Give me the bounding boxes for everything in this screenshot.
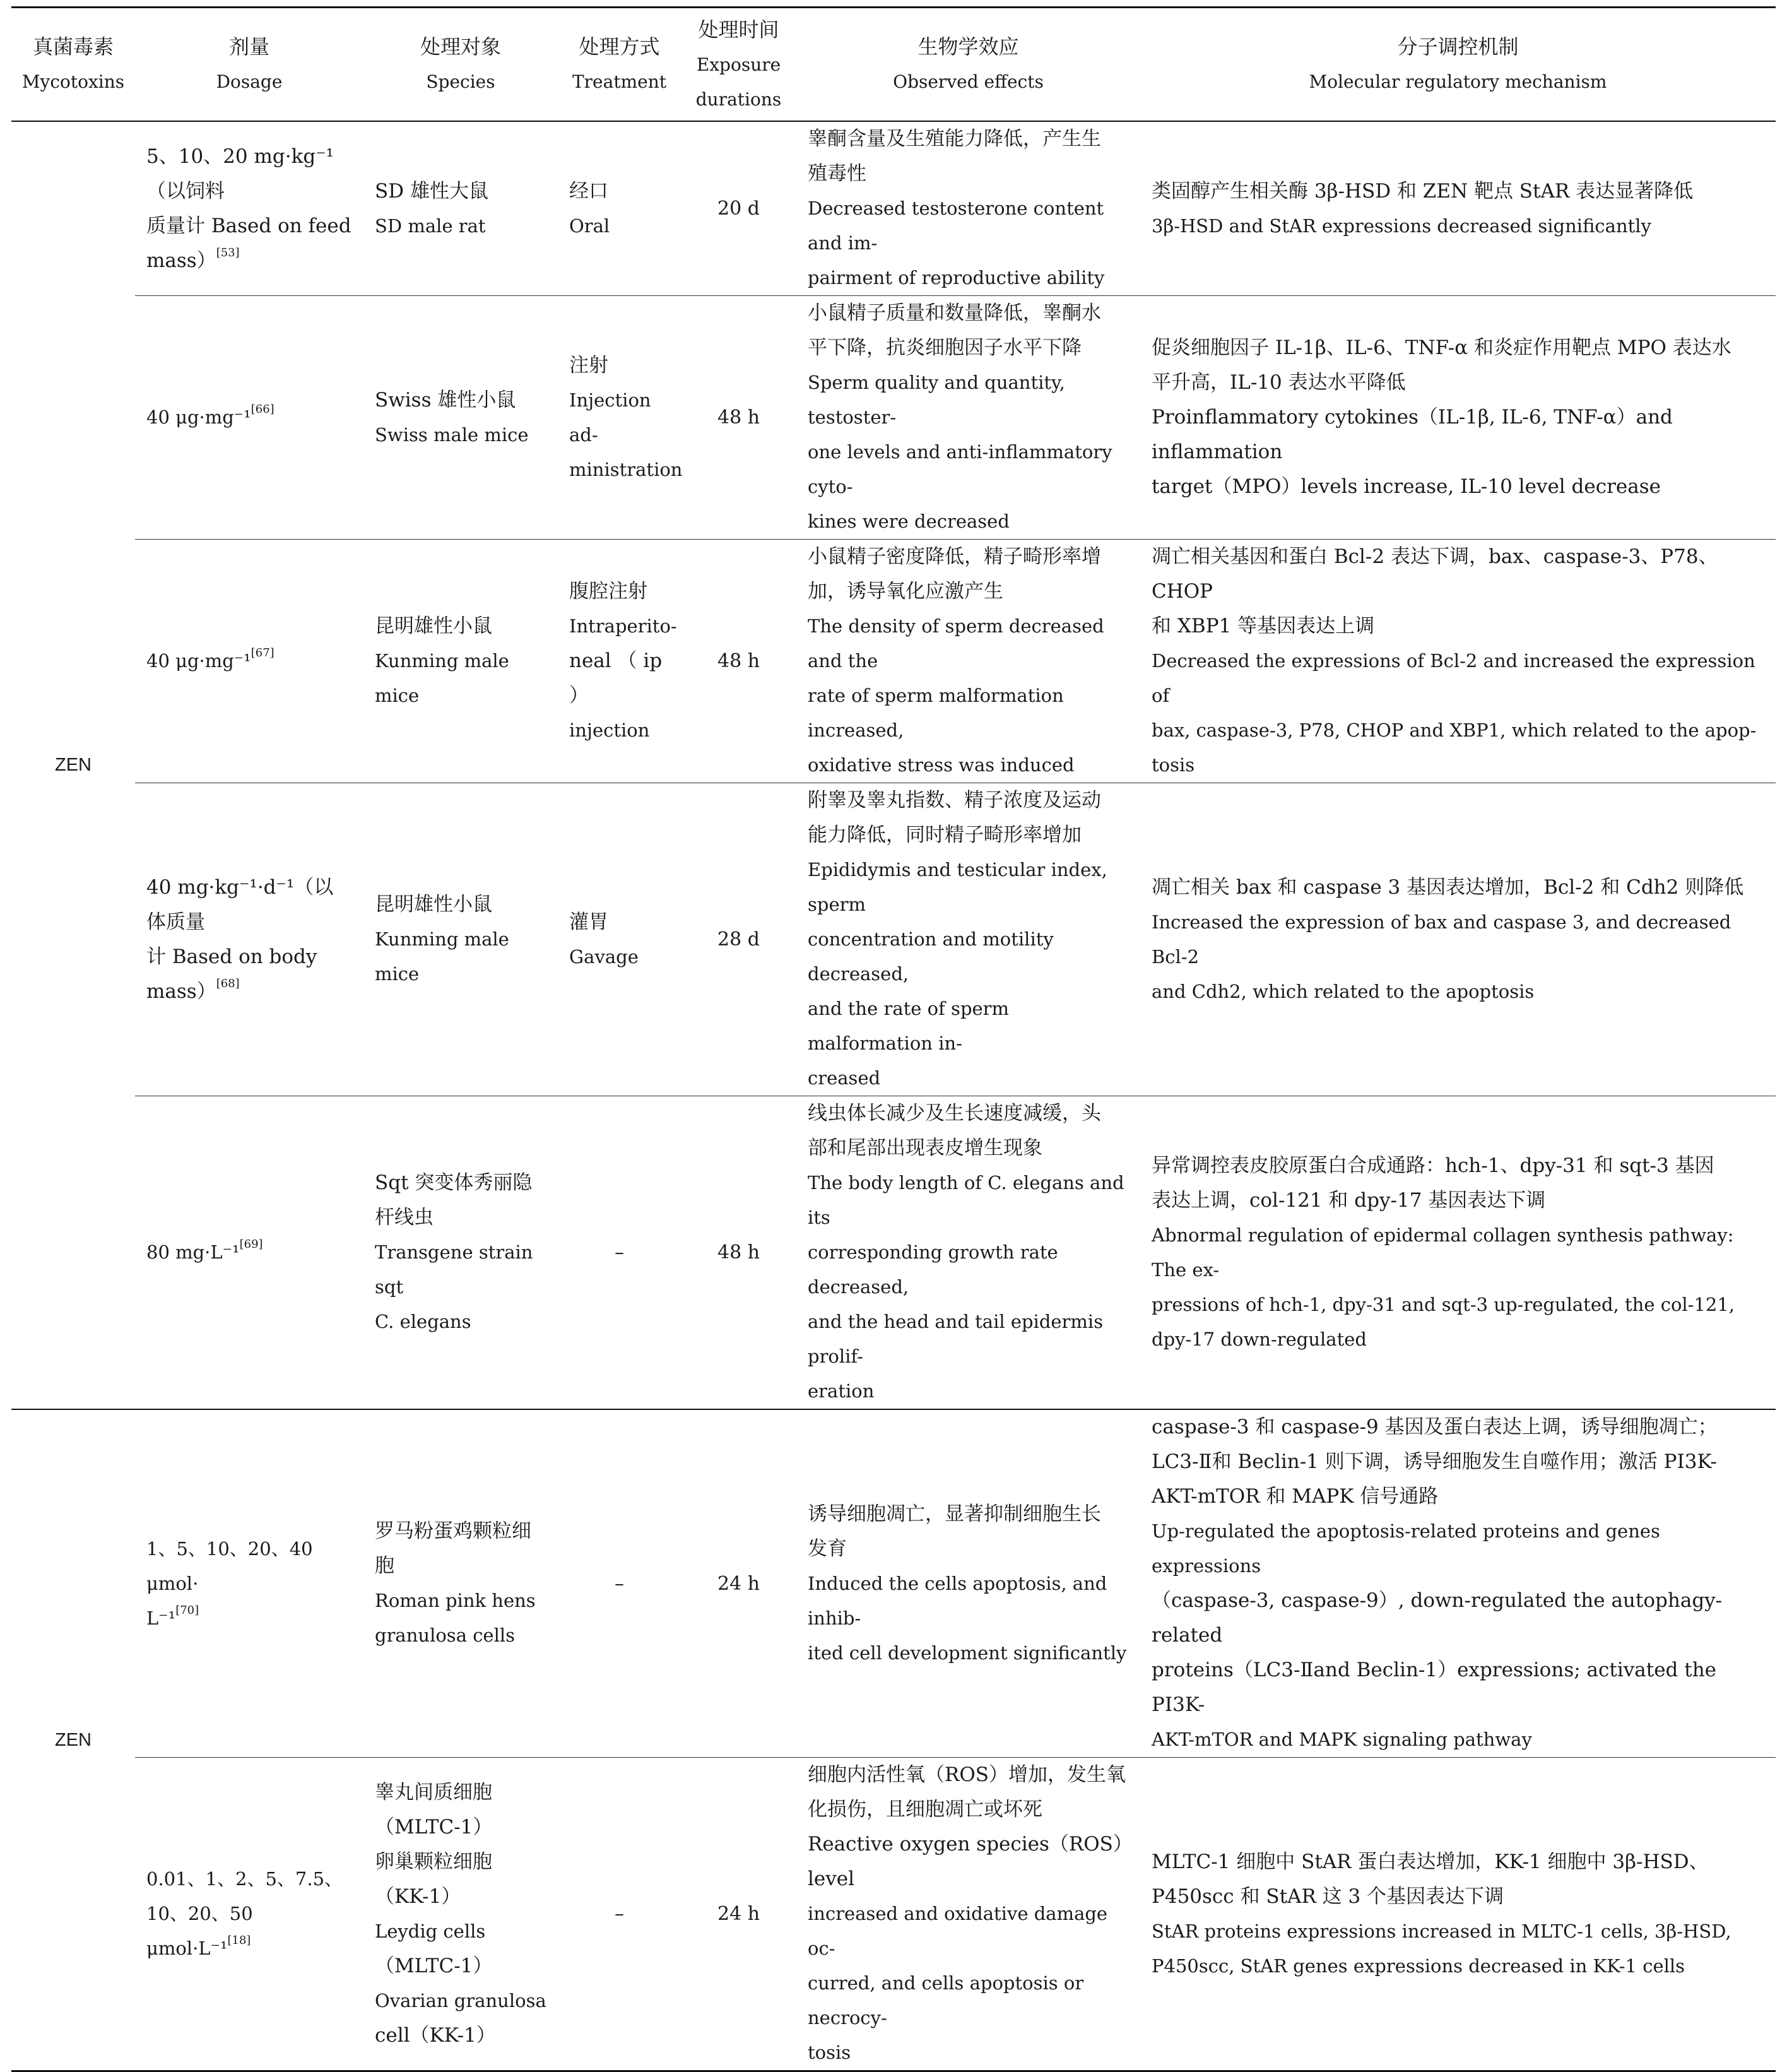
effects-line: 细胞内活性氧（ROS）增加，发生氧 bbox=[808, 1763, 1126, 1786]
mechanism-line: 异常调控表皮胶原蛋白合成通路：hch-1、dpy-31 和 sqt-3 基因 bbox=[1152, 1154, 1714, 1177]
reference-marker: [18] bbox=[227, 1934, 251, 1947]
dosage-line bbox=[146, 1601, 352, 1636]
duration-value: 48 h bbox=[717, 650, 760, 672]
mechanism-line: StAR proteins expressions increased in MLTC-1 cells, 3β-HSD, bbox=[1152, 1920, 1731, 1942]
mechanism-line: 凋亡相关基因和蛋白 Bcl-2 表达下调，bax、caspase-3、P78、CHOP bbox=[1152, 545, 1718, 603]
effects-line: 小鼠精子密度降低，精子畸形率增 bbox=[808, 545, 1101, 568]
species-line: 罗马粉蛋鸡颗粒细 bbox=[375, 1520, 531, 1542]
species-line: Swiss 雄性小鼠 bbox=[375, 388, 516, 411]
dosage-cell bbox=[135, 783, 363, 1096]
effects-line: eration bbox=[808, 1380, 875, 1402]
species-cell bbox=[363, 783, 558, 1096]
dosage-line bbox=[146, 1235, 352, 1270]
table-row bbox=[11, 121, 1776, 296]
effects-line: 小鼠精子质量和数量降低，睾酮水 bbox=[808, 302, 1101, 324]
header-mycotoxins: 真菌毒素 Mycotoxins bbox=[11, 8, 135, 122]
header-row bbox=[11, 8, 1776, 122]
treatment-line: 腹腔注射 bbox=[569, 580, 647, 603]
mechanism-line: P450scc 和 StAR 这 3 个基因表达下调 bbox=[1152, 1885, 1504, 1908]
effects-cell bbox=[796, 1096, 1140, 1410]
species-line: Kunming male mice bbox=[375, 928, 509, 985]
mechanism-line: 类固醇产生相关酶 3β-HSD 和 ZEN 靶点 StAR 表达显著降低 bbox=[1152, 179, 1694, 203]
effects-line: Sperm quality and quantity, testoster- bbox=[808, 372, 1065, 428]
dosage-cell bbox=[135, 1409, 363, 1758]
mechanism-line: 和 XBP1 等基因表达上调 bbox=[1152, 615, 1375, 637]
species-cell bbox=[363, 1758, 558, 2071]
effects-line: 睾酮含量及生殖能力降低，产生生 bbox=[808, 127, 1101, 150]
duration-cell bbox=[681, 1409, 796, 1758]
mechanism-cell bbox=[1140, 1409, 1776, 1758]
mechanism-line: dpy-17 down-regulated bbox=[1152, 1328, 1367, 1350]
dosage-cell bbox=[135, 1758, 363, 2071]
mechanism-line: 平升高，IL-10 表达水平降低 bbox=[1152, 371, 1406, 394]
mechanism-cell bbox=[1140, 121, 1776, 296]
species-line: SD 雄性大鼠 bbox=[375, 179, 488, 203]
dosage-line: 1、5、10、20、40 μmol· bbox=[146, 1537, 313, 1594]
dosage-text: 40 μg·mg⁻¹ bbox=[146, 650, 251, 672]
effects-line: creased bbox=[808, 1067, 881, 1089]
treatment-line: Intraperito- bbox=[569, 615, 677, 637]
dosage-cell bbox=[135, 121, 363, 296]
effects-line: curred, and cells apoptosis or necrocy- bbox=[808, 1972, 1084, 2028]
effects-line: oxidative stress was induced bbox=[808, 754, 1075, 776]
table-row bbox=[11, 1096, 1776, 1410]
header-effects: 生物学效应 Observed effects bbox=[796, 8, 1140, 122]
header-dosage: 剂量 Dosage bbox=[135, 8, 363, 122]
effects-line: 平下降，抗炎细胞因子水平下降 bbox=[808, 336, 1082, 359]
effects-line: 线虫体长减少及生长速度减缓，头 bbox=[808, 1102, 1101, 1125]
mechanism-line: bax, caspase-3, P78, CHOP and XBP1, which related to the apop- bbox=[1152, 719, 1757, 741]
treatment-line: 经口 bbox=[569, 179, 608, 203]
reference-marker: [70] bbox=[175, 1603, 199, 1617]
species-line: Swiss male mice bbox=[375, 423, 529, 446]
mechanism-line: Decreased the expressions of Bcl-2 and increased the expression of bbox=[1152, 650, 1755, 706]
effects-cell bbox=[796, 121, 1140, 296]
effects-line: corresponding growth rate decreased, bbox=[808, 1241, 1058, 1298]
mechanism-cell bbox=[1140, 540, 1776, 783]
treatment-line: ministration bbox=[569, 458, 683, 480]
effects-line: concentration and motility decreased, bbox=[808, 928, 1054, 985]
effects-line: tosis bbox=[808, 2042, 851, 2063]
treatment-cell bbox=[558, 296, 681, 540]
effects-cell bbox=[796, 783, 1140, 1096]
dosage-line: 0.01、1、2、5、7.5、10、20、50 bbox=[146, 1868, 343, 1924]
duration-cell bbox=[681, 783, 796, 1096]
dosage-text: L⁻¹ bbox=[146, 1607, 176, 1629]
header-mechanism: 分子调控机制 Molecular regulatory mechanism bbox=[1140, 8, 1776, 122]
treatment-line: neal （ ip ） bbox=[569, 649, 663, 707]
treatment-line: Gavage bbox=[569, 945, 639, 968]
species-line: 卵巢颗粒细胞 bbox=[375, 1850, 492, 1873]
mechanism-line: P450scc, StAR genes expressions decreased in KK-1 cells bbox=[1152, 1955, 1685, 1977]
dosage-text: 40 μg·mg⁻¹ bbox=[146, 406, 251, 428]
duration-value: 24 h bbox=[717, 1572, 760, 1595]
duration-cell bbox=[681, 540, 796, 783]
dosage-line: 40 mg·kg⁻¹·d⁻¹（以体质量 bbox=[146, 875, 334, 933]
reference-marker: [66] bbox=[251, 403, 274, 416]
mechanism-line: Proinflammatory cytokines（IL-1β, IL-6, TNF-α）and inflammation bbox=[1152, 406, 1673, 463]
dosage-text: 计 Based on body mass） bbox=[146, 945, 317, 1003]
mechanism-line: 凋亡相关 bax 和 caspase 3 基因表达增加，Bcl-2 和 Cdh2 则降低 bbox=[1152, 875, 1744, 899]
mechanism-line: AKT-mTOR and MAPK signaling pathway bbox=[1152, 1729, 1532, 1750]
species-line: Leydig cells bbox=[375, 1920, 486, 1942]
header-species: 处理对象 Species bbox=[363, 8, 558, 122]
treatment-cell bbox=[558, 1758, 681, 2071]
effects-line: 化损伤，且细胞凋亡或坏死 bbox=[808, 1798, 1042, 1821]
species-line: 昆明雄性小鼠 bbox=[375, 893, 492, 916]
effects-line: Epididymis and testicular index, sperm bbox=[808, 859, 1107, 915]
effects-line: increased and oxidative damage oc- bbox=[808, 1903, 1108, 1959]
species-line: cell（KK-1） bbox=[375, 2023, 496, 2047]
species-line: （MLTC-1） bbox=[375, 1815, 493, 1838]
treatment-value: – bbox=[615, 1241, 624, 1264]
dosage-text: 80 mg·L⁻¹ bbox=[146, 1241, 240, 1263]
treatment-line: Oral bbox=[569, 215, 610, 237]
mechanism-line: Up-regulated the apoptosis-related proteins and genes expressions bbox=[1152, 1520, 1660, 1577]
treatment-cell bbox=[558, 783, 681, 1096]
mechanism-line: MLTC-1 细胞中 StAR 蛋白表达增加，KK-1 细胞中 3β-HSD、 bbox=[1152, 1850, 1709, 1873]
effects-line: Reactive oxygen species（ROS）level bbox=[808, 1833, 1123, 1890]
species-line: granulosa cells bbox=[375, 1625, 516, 1646]
dosage-line bbox=[146, 644, 352, 678]
species-line: Ovarian granulosa bbox=[375, 1989, 546, 2011]
effects-cell bbox=[796, 1758, 1140, 2071]
header-treatment: 处理方式 Treatment bbox=[558, 8, 681, 122]
species-line: C. elegans bbox=[375, 1311, 471, 1332]
duration-cell bbox=[681, 1758, 796, 2071]
dosage-line bbox=[146, 244, 352, 278]
effects-line: one levels and anti-inflammatory cyto- bbox=[808, 441, 1112, 497]
reference-marker: [69] bbox=[239, 1238, 263, 1251]
species-line: 昆明雄性小鼠 bbox=[375, 615, 492, 637]
mechanism-line: 表达上调，col-121 和 dpy-17 基因表达下调 bbox=[1152, 1188, 1546, 1212]
effects-line: rate of sperm malformation increased, bbox=[808, 685, 1064, 741]
treatment-line: 灌胃 bbox=[569, 910, 608, 933]
mechanism-line: proteins（LC3-Ⅱand Beclin-1）expressions; activated the PI3K- bbox=[1152, 1659, 1717, 1716]
duration-cell bbox=[681, 121, 796, 296]
mycotoxin-cell: ZEN bbox=[55, 755, 91, 775]
duration-value: 48 h bbox=[717, 406, 760, 429]
effects-line: and the head and tail epidermis prolif- bbox=[808, 1311, 1104, 1367]
species-line: 胞 bbox=[375, 1554, 394, 1577]
treatment-cell bbox=[558, 1409, 681, 1758]
mechanism-line: 3β-HSD and StAR expressions decreased significantly bbox=[1152, 215, 1651, 237]
effects-line: 殖毒性 bbox=[808, 162, 866, 185]
effects-line: The density of sperm decreased and the bbox=[808, 615, 1104, 672]
treatment-cell bbox=[558, 121, 681, 296]
mechanism-line: （caspase-3, caspase-9）, down-regulated the autophagy-related bbox=[1152, 1589, 1723, 1647]
dosage-line bbox=[146, 1931, 352, 1966]
header-duration: 处理时间 Exposure durations bbox=[681, 8, 796, 122]
effects-line: 能力降低，同时精子畸形率增加 bbox=[808, 824, 1082, 846]
dosage-cell bbox=[135, 1096, 363, 1410]
mechanism-line: caspase-3 和 caspase-9 基因及蛋白表达上调，诱导细胞凋亡； bbox=[1152, 1416, 1718, 1438]
dosage-cell bbox=[135, 540, 363, 783]
table-row bbox=[11, 540, 1776, 783]
effects-line: 加，诱导氧化应激产生 bbox=[808, 580, 1003, 603]
treatment-value: – bbox=[615, 1572, 624, 1595]
mechanism-line: target（MPO）levels increase, IL-10 level decrease bbox=[1152, 475, 1661, 498]
mechanism-line: AKT-mTOR 和 MAPK 信号通路 bbox=[1152, 1485, 1439, 1508]
mechanism-cell bbox=[1140, 1758, 1776, 2071]
effects-line: pairment of reproductive ability bbox=[808, 267, 1105, 288]
treatment-cell bbox=[558, 1096, 681, 1410]
effects-cell bbox=[796, 1409, 1140, 1758]
table-row bbox=[11, 1758, 1776, 2071]
dosage-line bbox=[146, 400, 352, 435]
effects-line: 附睾及睾丸指数、精子浓度及运动 bbox=[808, 789, 1101, 812]
dosage-line bbox=[146, 940, 352, 1009]
mycotoxin-table bbox=[11, 6, 1776, 2072]
table-row bbox=[11, 296, 1776, 540]
mechanism-line: Abnormal regulation of epidermal collagen synthesis pathway: The ex- bbox=[1152, 1224, 1734, 1281]
mycotoxin-cell: ZEN bbox=[11, 1409, 135, 2071]
duration-cell bbox=[681, 296, 796, 540]
dosage-text: mass） bbox=[146, 249, 216, 272]
table-row bbox=[11, 783, 1776, 1096]
treatment-line: Injection ad- bbox=[569, 389, 651, 446]
mechanism-line: pressions of hch-1, dpy-31 and sqt-3 up-regulated, the col-121, bbox=[1152, 1293, 1735, 1315]
mechanism-line: and Cdh2, which related to the apoptosis bbox=[1152, 980, 1535, 1002]
dosage-cell bbox=[135, 296, 363, 540]
effects-cell bbox=[796, 296, 1140, 540]
species-cell bbox=[363, 1096, 558, 1410]
effects-line: kines were decreased bbox=[808, 511, 1010, 532]
species-line: Sqt 突变体秀丽隐 bbox=[375, 1171, 533, 1194]
duration-value: 24 h bbox=[717, 1903, 760, 1925]
reference-marker: [67] bbox=[251, 646, 274, 660]
treatment-cell bbox=[558, 540, 681, 783]
duration-value: 48 h bbox=[717, 1241, 760, 1264]
mechanism-cell bbox=[1140, 296, 1776, 540]
effects-line: 部和尾部出现表皮增生现象 bbox=[808, 1137, 1042, 1159]
effects-cell bbox=[796, 540, 1140, 783]
mechanism-cell bbox=[1140, 783, 1776, 1096]
effects-line: Induced the cells apoptosis, and inhib- bbox=[808, 1572, 1107, 1629]
duration-value: 28 d bbox=[717, 928, 760, 950]
effects-line: and the rate of sperm malformation in- bbox=[808, 998, 1010, 1054]
species-line: Roman pink hens bbox=[375, 1590, 536, 1611]
treatment-line: injection bbox=[569, 719, 650, 741]
species-line: 睾丸间质细胞 bbox=[375, 1780, 492, 1804]
reference-marker: [68] bbox=[216, 976, 240, 990]
species-line: Kunming male mice bbox=[375, 650, 509, 706]
effects-line: Decreased testosterone content and im- bbox=[808, 198, 1104, 254]
reference-marker: [53] bbox=[216, 246, 240, 259]
species-cell bbox=[363, 540, 558, 783]
treatment-value: – bbox=[615, 1903, 624, 1925]
treatment-line: 注射 bbox=[569, 353, 608, 377]
mechanism-line: 促炎细胞因子 IL-1β、IL-6、TNF-α 和炎症作用靶点 MPO 表达水 bbox=[1152, 336, 1731, 359]
mechanism-line: LC3-Ⅱ和 Beclin-1 则下调，诱导细胞发生自噬作用；激活 PI3K- bbox=[1152, 1450, 1717, 1473]
table-row bbox=[11, 1409, 1776, 1758]
effects-line: 发育 bbox=[808, 1537, 847, 1560]
species-line: Transgene strain sqt bbox=[375, 1241, 533, 1298]
species-cell bbox=[363, 1409, 558, 1758]
species-line: （MLTC-1） bbox=[375, 1954, 493, 1977]
mechanism-cell bbox=[1140, 1096, 1776, 1410]
dosage-line: 5、10、20 mg·kg⁻¹（以饲料 bbox=[146, 145, 334, 203]
species-line: （KK-1） bbox=[375, 1885, 461, 1908]
mechanism-line: tosis bbox=[1152, 754, 1195, 776]
effects-line: ited cell development significantly bbox=[808, 1642, 1127, 1664]
effects-line: The body length of C. elegans and its bbox=[808, 1172, 1124, 1228]
dosage-line: 质量计 Based on feed bbox=[146, 214, 351, 237]
mechanism-line: Increased the expression of bax and caspase 3, and decreased Bcl-2 bbox=[1152, 911, 1731, 968]
duration-value: 20 d bbox=[717, 198, 760, 220]
species-line: 杆线虫 bbox=[375, 1206, 433, 1229]
species-cell bbox=[363, 296, 558, 540]
dosage-text: μmol·L⁻¹ bbox=[146, 1938, 228, 1959]
species-line: SD male rat bbox=[375, 215, 486, 237]
effects-line: 诱导细胞凋亡，显著抑制细胞生长 bbox=[808, 1502, 1101, 1525]
duration-cell bbox=[681, 1096, 796, 1410]
species-cell bbox=[363, 121, 558, 296]
